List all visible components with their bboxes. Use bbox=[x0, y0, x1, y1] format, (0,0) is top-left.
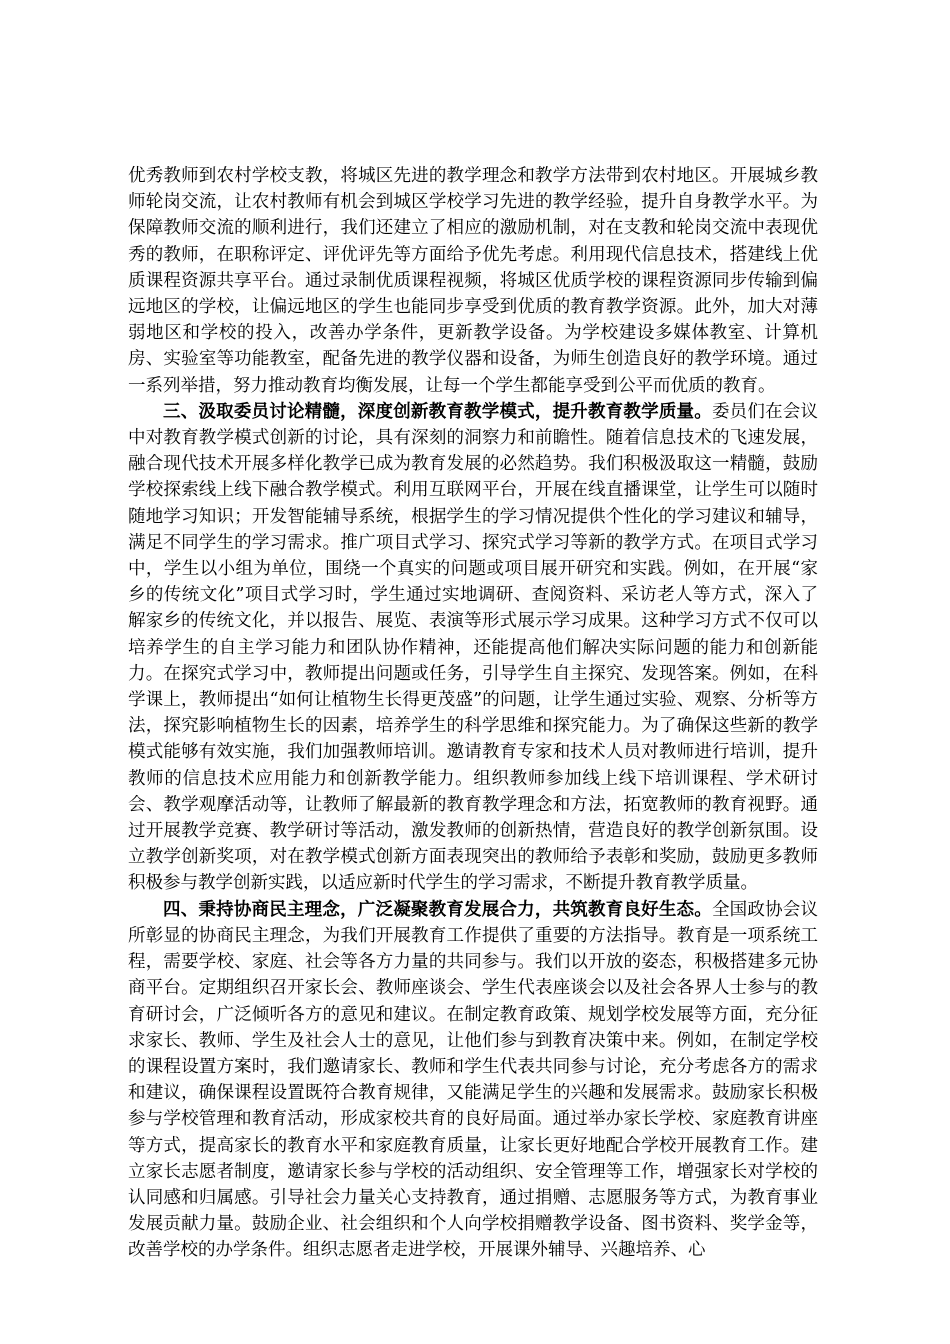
section-4-heading: 四、秉持协商民主理念，广泛凝聚教育发展合力，共筑教育良好生态。 bbox=[163, 899, 712, 920]
section-4-body: 全国政协会议所彰显的协商民主理念，为我们开展教育工作提供了重要的方法指导。教育是一项系统工程，需要学校、家庭、社会等各方力量的共同参与。我们以开放的姿态，积极搭建多元协商平台。定期组织召开家长会、教师座谈会、学生代表座谈会以及社会各界人士参与的教育研讨会，广泛倾听各方的意见和建议。在制定教育政策、规划学校发展等方面，充分征求家长、教师、学生及社会人士的意见，让他们参与到教育决策中来。例如，在制定学校的课程设置方案时，我们邀请家长、教师和学生代表共同参与讨论，充分考虑各方的需求和建议，确保课程设置既符合教育规律，又能满足学生的兴趣和发展需求。鼓励家长积极参与学校管理和教育活动，形成家校共育的良好局面。通过举办家长学校、家庭教育讲座等方式，提高家长的教育水平和家庭教育质量，让家长更好地配合学校开展教育工作。建立家长志愿者制度，邀请家长参与学校的活动组织、安全管理等工作，增强家长对学校的认同感和归属感。引导社会力量关心支持教育，通过捐赠、志愿服务等方式，为教育事业发展贡献力量。鼓励企业、社会组织和个人向学校捐赠教学设备、图书资料、奖学金等，改善学校的办学条件。组织志愿者走进学校，开展课外辅导、兴趣培养、心 bbox=[128, 899, 819, 1261]
paragraph-continued bbox=[128, 163, 818, 399]
document-page bbox=[128, 163, 818, 1264]
section-3-heading: 三、汲取委员讨论精髓，深度创新教育教学模式，提升教育教学质量。 bbox=[163, 401, 712, 422]
section-3-body: 委员们在会议中对教育教学模式创新的讨论，具有深刻的洞察力和前瞻性。随着信息技术的飞速发展，融合现代技术开展多样化教学已成为教育发展的必然趋势。我们积极汲取这一精髓，鼓励学校探索线上线下融合教学模式。利用互联网平台，开展在线直播课堂，让学生可以随时随地学习知识；开发智能辅导系统，根据学生的学习情况提供个性化的学习建议和辅导，满足不同学生的学习需求。推广项目式学习、探究式学习等新的教学方式。在项目式学习中，学生以小组为单位，围绕一个真实的问题或项目展开研究和实践。例如，在开展“家乡的传统文化”项目式学习时，学生通过实地调研、查阅资料、采访老人等方式，深入了解家乡的传统文化，并以报告、展览、表演等形式展示学习成果。这种学习方式不仅可以培养学生的自主学习能力和团队协作精神，还能提高他们解决实际问题的能力和创新能力。在探究式学习中，教师提出问题或任务，引导学生自主探究、发现答案。例如，在科学课上，教师提出“如何让植物生长得更茂盛”的问题，让学生通过实验、观察、分析等方法，探究影响植物生长的因素，培养学生的科学思维和探究能力。为了确保这些新的教学模式能够有效实施，我们加强教师培训。邀请教育专家和技术人员对教师进行培训，提升教师的信息技术应用能力和创新教学能力。组织教师参加线上线下培训课程、学术研讨会、教学观摩活动等，让教师了解最新的教育教学理念和方法，拓宽教师的教育视野。通过开展教学竞赛、教学研讨等活动，激发教师的创新热情，营造良好的教学创新氛围。设立教学创新奖项，对在教学模式创新方面表现突出的教师给予表彰和奖励，鼓励更多教师积极参与教学创新实践，以适应新时代学生的学习需求，不断提升教育教学质量。 bbox=[128, 401, 819, 894]
section-3-paragraph bbox=[128, 399, 818, 897]
section-4-paragraph bbox=[128, 897, 818, 1264]
paragraph-text: 优秀教师到农村学校支教，将城区先进的教学理念和教学方法带到农村地区。开展城乡教师轮岗交流，让农村教师有机会到城区学校学习先进的教学经验，提升自身教学水平。为保障教师交流的顺利进行，我们还建立了相应的激励机制，对在支教和轮岗交流中表现优秀的教师，在职称评定、评优评先等方面给予优先考虑。利用现代信息技术，搭建线上优质课程资源共享平台。通过录制优质课程视频，将城区优质学校的课程资源同步传输到偏远地区的学校，让偏远地区的学生也能同步享受到优质的教育教学资源。此外，加大对薄弱地区和学校的投入，改善办学条件，更新教学设备。为学校建设多媒体教室、计算机房、实验室等功能教室，配备先进的教学仪器和设备，为师生创造良好的教学环境。通过一系列举措，努力推动教育均衡发展，让每一个学生都能享受到公平而优质的教育。 bbox=[128, 166, 818, 396]
